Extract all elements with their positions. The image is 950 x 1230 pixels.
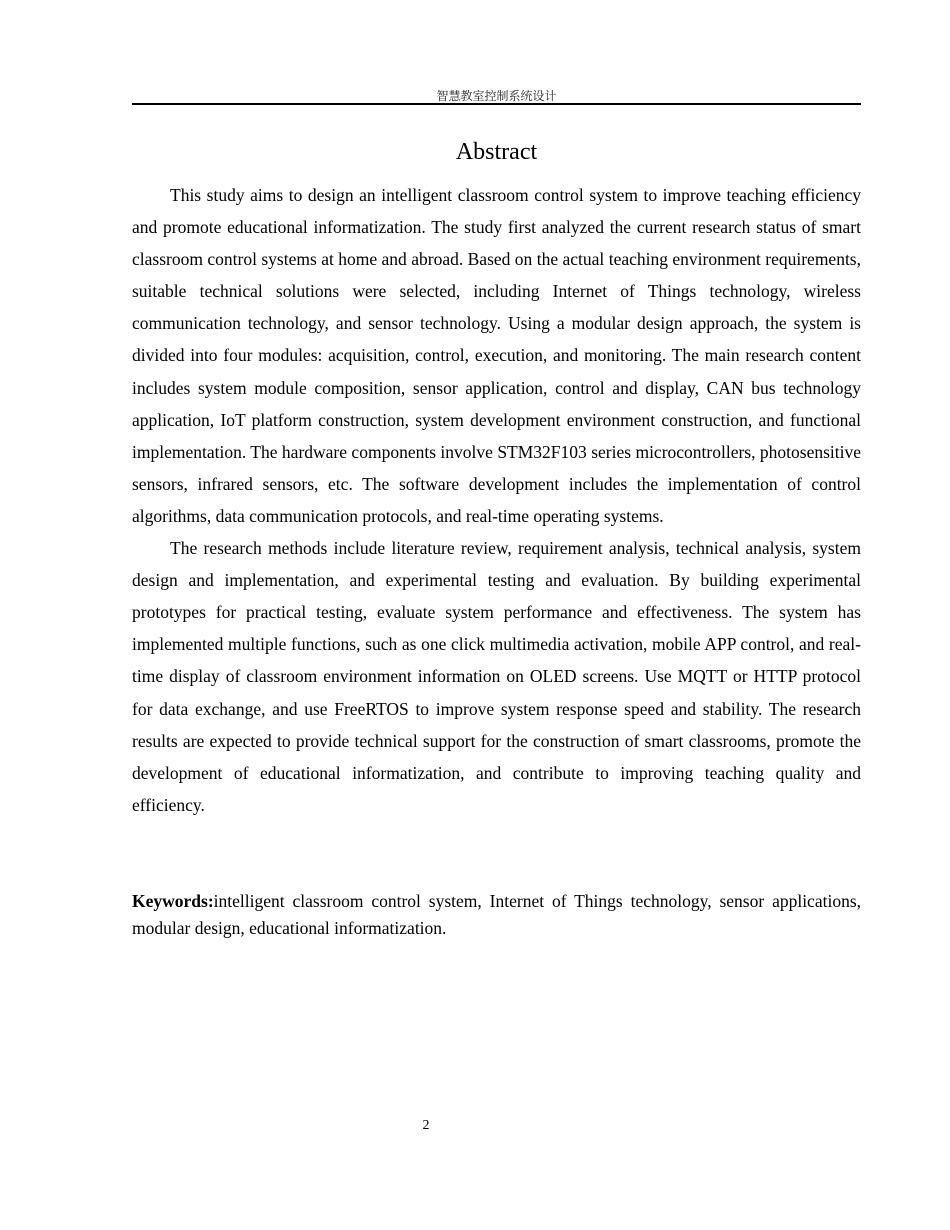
header-rule bbox=[132, 103, 861, 105]
keywords-text: intelligent classroom control system, Internet of Things technology, sensor applications, modular design, educational informatization. bbox=[132, 891, 861, 938]
abstract-body bbox=[132, 179, 861, 821]
running-header: 智慧教室控制系统设计 bbox=[436, 89, 557, 103]
abstract-paragraph-1: This study aims to design an intelligent classroom control system to improve teaching efficiency and promote educational informatization. The study first analyzed the current research status of smart classroom control systems at home and abroad. Based on the actual teaching environment requirements, suitable technical solutions were selected, including Internet of Things technology, wireless communication technology, and sensor technology. Using a modular design approach, the system is divided into four modules: acquisition, control, execution, and monitoring. The main research content includes system module composition, sensor application, control and display, CAN bus technology application, IoT platform construction, system development environment construction, and functional implementation. The hardware components involve STM32F103 series microcontrollers, photosensitive sensors, infrared sensors, etc. The software development includes the implementation of control algorithms, data communication protocols, and real-time operating systems. bbox=[132, 185, 861, 526]
abstract-title: Abstract bbox=[455, 139, 538, 165]
keywords-label: Keywords: bbox=[132, 891, 214, 911]
abstract-paragraph-2: The research methods include literature review, requirement analysis, technical analysis, system design and implementation, and experimental testing and evaluation. By building experimental prototypes for practical testing, evaluate system performance and effectiveness. The system has implemented multiple functions, such as one click multimedia activation, mobile APP control, and real-time display of classroom environment information on OLED screens. Use MQTT or HTTP protocol for data exchange, and use FreeRTOS to improve system response speed and stability. The research results are expected to provide technical support for the construction of smart classrooms, promote the development of educational informatization, and contribute to improving teaching quality and efficiency. bbox=[132, 538, 861, 815]
keywords-line bbox=[132, 888, 861, 942]
page-number: 2 bbox=[422, 1118, 430, 1133]
